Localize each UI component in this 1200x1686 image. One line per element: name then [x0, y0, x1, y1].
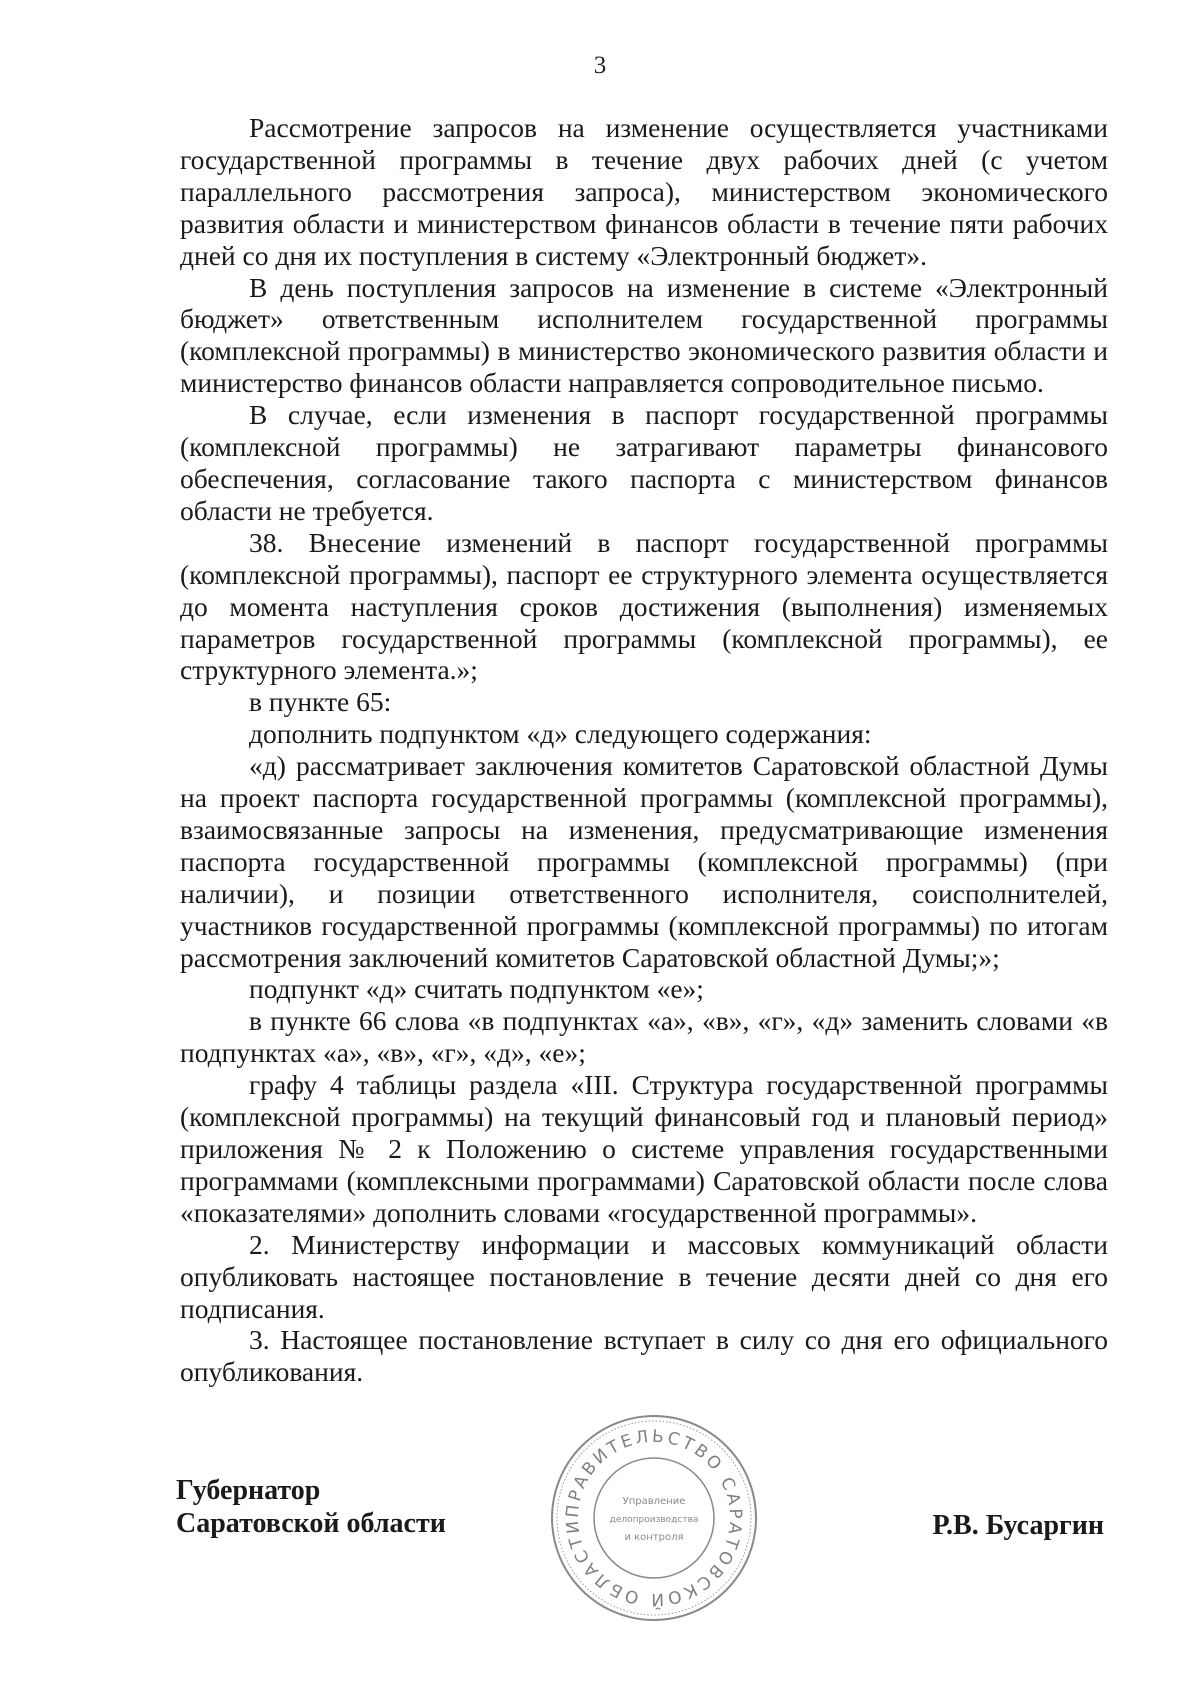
paragraph-table-column-4: графу 4 таблицы раздела «III. Структура государственной программы (комплексной программы) на текущий финансовый год и плановый период» приложения № 2 к Положению о системе управления государственными программами (комплексными программами) Саратовской области после слова «показателями» дополнить словами «государственной программы».	[180, 1069, 1108, 1228]
paragraph-entry-into-force: 3. Настоящее постановление вступает в силу со дня его официального опубликования.	[180, 1324, 1108, 1388]
paragraph-cover-letter: В день поступления запросов на изменение в системе «Электронный бюджет» ответственным исполнителем государственной программы (комплексной программы) в министерство экономического развития области и министерство финансов области направляется сопроводительное письмо.	[180, 271, 1108, 399]
paragraph-item-38: 38. Внесение изменений в паспорт государственной программы (комплексной программы), паспорт ее структурного элемента осуществляется до момента наступления сроков достижения (выполнения) изменяемых параметров государственной программы (комплексной программы), ее структурного элемента.»;	[180, 526, 1108, 686]
seal-ring-text: ПРАВИТЕЛЬСТВО САРАТОВСКОЙ ОБЛАСТИ	[562, 1426, 746, 1610]
paragraph-add-subitem: дополнить подпунктом «д» следующего содержания:	[249, 718, 872, 750]
paragraph-subitem-d: «д) рассматривает заключения комитетов Саратовской областной Думы на проект паспорта государственной программы (комплексной программы), взаимосвязанные запросы на изменения, предусматривающие изменения паспорта государственной программы (комплексной программы) (при наличии), и позиции ответственного исполнителя, соисполнителей, участников государственной программы (комплексной программы) по итогам рассмотрения заключений комитетов Саратовской областной Думы;»;	[180, 750, 1108, 973]
signatory-position-line2: Саратовской области	[176, 1508, 446, 1539]
signatory-name: Р.В. Бусаргин	[932, 1510, 1104, 1541]
paragraph-no-approval: В случае, если изменения в паспорт государственной программы (комплексной программы) не затрагивают параметры финансового обеспечения, согласование такого паспорта с министерством финансов области не требуется.	[180, 399, 1108, 526]
seal-center-line1: Управление	[622, 1496, 686, 1507]
document-body	[180, 112, 1108, 1388]
official-seal	[548, 1412, 760, 1624]
seal-center-line2: делопроизводства	[609, 1515, 699, 1525]
signatory-position-line1: Губернатор	[176, 1475, 321, 1506]
seal-graphic	[548, 1412, 760, 1624]
page-number: 3	[593, 52, 607, 79]
paragraph-review-requests: Рассмотрение запросов на изменение осуществляется участниками государственной программы в течение двух рабочих дней (с учетом параллельного рассмотрения запроса), министерством экономического развития области и министерством финансов области в течение пяти рабочих дней со дня их поступления в систему «Электронный бюджет».	[180, 112, 1108, 271]
paragraph-point-65: в пункте 65:	[249, 686, 392, 718]
signatory-position	[176, 1474, 446, 1540]
paragraph-publication: 2. Министерству информации и массовых коммуникаций области опубликовать настоящее постановление в течение десяти дней со дня его подписания.	[180, 1228, 1108, 1324]
paragraph-point-66: в пункте 66 слова «в подпунктах «а», «в», «г», «д» заменить словами «в подпунктах «а», «в», «г», «д», «е»;	[180, 1005, 1108, 1069]
seal-center-line3: и контроля	[624, 1532, 684, 1543]
paragraph-subitem-rename: подпункт «д» считать подпунктом «е»;	[249, 973, 704, 1005]
